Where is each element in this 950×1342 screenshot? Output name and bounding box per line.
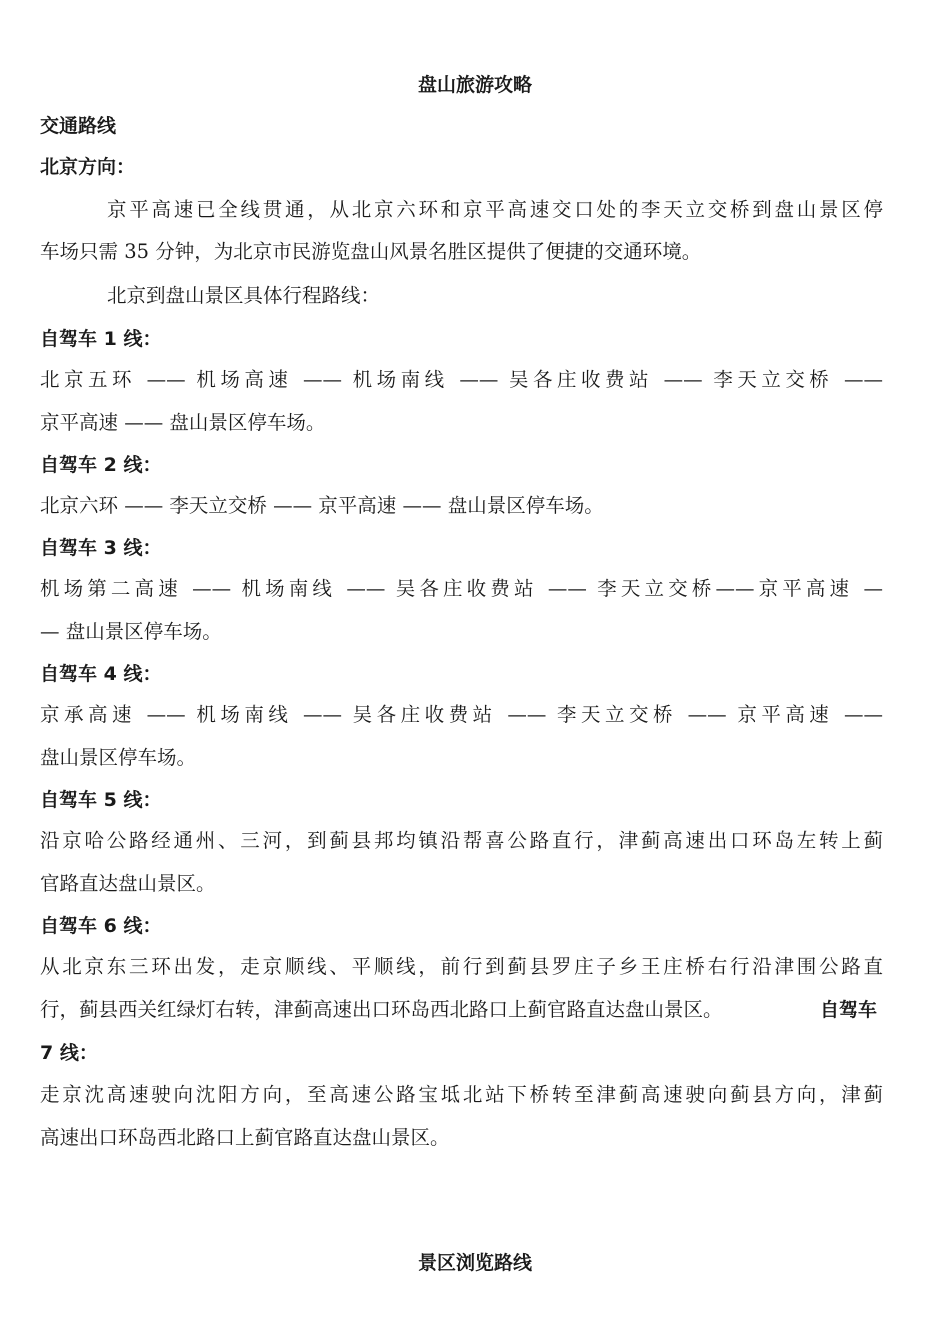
route-6-line-1: 从北京东三环出发，走京顺线、平顺线，前行到蓟县罗庄子乡王庄桥右行沿津围公路直: [40, 955, 883, 978]
route-5-line-1: 沿京哈公路经通州、三河，到蓟县邦均镇沿帮喜公路直行，津蓟高速出口环岛左转上蓟: [40, 829, 883, 852]
route-4-heading: 自驾车 4 线：: [40, 663, 162, 685]
direction-heading-beijing: 北京方向：: [40, 156, 136, 178]
route-3-heading: 自驾车 3 线：: [40, 537, 162, 559]
route-6-heading: 自驾车 6 线：: [40, 915, 162, 937]
route-2-line-1: 北京六环 —— 李天立交桥 —— 京平高速 —— 盘山景区停车场。: [40, 494, 604, 517]
document-title: 盘山旅游攻略: [417, 74, 532, 96]
section-heading-transport: 交通路线: [40, 115, 117, 137]
route-7-line-2: 高速出口环岛西北路口上蓟官路直达盘山景区。: [40, 1126, 450, 1149]
route-1-line-1: 北京五环 —— 机场高速 —— 机场南线 —— 吴各庄收费站 —— 李天立交桥 ——: [40, 368, 883, 391]
routes-intro: 北京到盘山景区具体行程路线：: [107, 284, 381, 307]
route-7-line-1: 走京沈高速驶向沈阳方向，至高速公路宝坻北站下桥转至津蓟高速驶向蓟县方向，津蓟: [40, 1083, 883, 1106]
route-3-line-2: — 盘山景区停车场。: [40, 620, 222, 643]
route-2-heading: 自驾车 2 线：: [40, 454, 162, 476]
route-3-line-1: 机场第二高速 —— 机场南线 —— 吴各庄收费站 —— 李天立交桥——京平高速 —: [40, 577, 883, 600]
intro-paragraph-line-1: 京平高速已全线贯通，从北京六环和京平高速交口处的李天立交桥到盘山景区停: [107, 198, 883, 221]
route-7-heading-part-1: 自驾车: [820, 999, 878, 1021]
route-4-line-2: 盘山景区停车场。: [40, 746, 197, 769]
section-2-title: 景区浏览路线: [417, 1252, 532, 1274]
route-1-heading: 自驾车 1 线：: [40, 328, 162, 350]
route-1-line-2: 京平高速 —— 盘山景区停车场。: [40, 411, 326, 434]
intro-paragraph-line-2: 车场只需 35 分钟，为北京市民游览盘山风景名胜区提供了便捷的交通环境。: [40, 240, 702, 263]
route-6-line-2-text: 行，蓟县西关红绿灯右转，津蓟高速出口环岛西北路口上蓟官路直达盘山景区。: [40, 998, 723, 1021]
route-7-heading-part-2: 7 线：: [40, 1042, 98, 1064]
route-6-line-2: [40, 996, 723, 1024]
route-5-heading: 自驾车 5 线：: [40, 789, 162, 811]
route-4-line-1: 京承高速 —— 机场南线 —— 吴各庄收费站 —— 李天立交桥 —— 京平高速 ——: [40, 703, 883, 726]
route-5-line-2: 官路直达盘山景区。: [40, 872, 216, 895]
